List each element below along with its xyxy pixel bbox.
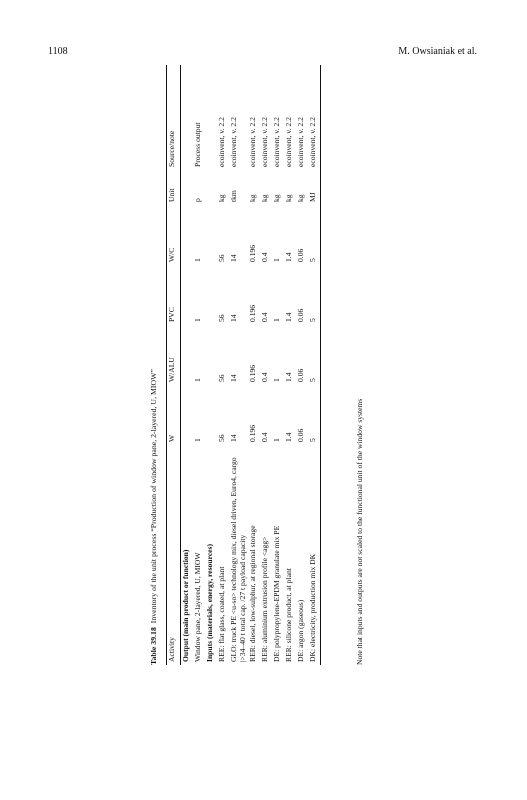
table-cell: 0.196 — [248, 424, 258, 442]
table-cell: 1 — [272, 378, 282, 382]
table-cell: 14 — [229, 314, 238, 322]
table-cell: ecoinvent, v. 2.2 — [248, 117, 258, 167]
activity-cell: RER: aluminium extrusion profile <agg> — [260, 536, 270, 662]
table-header-row — [167, 65, 181, 665]
column-header: Source/note — [167, 130, 176, 167]
table-cell: 0.4 — [260, 372, 270, 382]
table-cell — [181, 385, 194, 445]
table-caption — [150, 65, 164, 665]
activity-cell: REE: flat glass, coated, at plant — [217, 566, 226, 662]
table-cell: 0.06 — [296, 428, 306, 442]
rotated-table-block — [150, 65, 396, 665]
activity-cell: DE: argon (gaseous) — [296, 599, 306, 662]
table-row — [284, 65, 296, 665]
table-row — [217, 65, 229, 665]
table-cell: 1 — [272, 318, 282, 322]
table-cell: 14 — [229, 434, 238, 442]
table-cell: 0.196 — [248, 304, 258, 322]
table-cell: kg — [272, 194, 282, 202]
table-cell: 5 — [308, 378, 318, 382]
table-note: Note that inputs and outputs are not scaled to the functional unit of the window systems — [355, 398, 364, 665]
table-cell: ecoinvent, v. 2.2 — [217, 117, 226, 167]
table-cell: p — [193, 198, 202, 202]
table-cell — [205, 205, 217, 265]
table-cell: 1 — [193, 318, 202, 322]
table-cell: kg — [296, 194, 306, 202]
table-cell: Process output — [193, 122, 202, 167]
column-header: Unit — [167, 188, 176, 202]
table-cell: 56 — [217, 314, 226, 322]
table-cell: 0.06 — [296, 308, 306, 322]
table-cell: ecoinvent, v. 2.2 — [229, 117, 238, 167]
table-cell: 1.4 — [284, 372, 294, 382]
table-cell: ecoinvent, v. 2.2 — [260, 117, 270, 167]
table-cell — [205, 265, 217, 325]
table-cell: 1.4 — [284, 252, 294, 262]
section-row — [181, 65, 194, 665]
table-cell — [205, 65, 217, 170]
activity-cell: Inputs (materials, energy, resources) — [205, 543, 214, 662]
column-header: W — [167, 434, 176, 442]
table-cell — [181, 65, 194, 170]
table-cell: 1 — [193, 258, 202, 262]
table-cell: ecoinvent, v. 2.2 — [296, 117, 306, 167]
table-cell: MJ — [308, 192, 318, 202]
table-cell: 5 — [308, 258, 318, 262]
table-cell: tkm — [229, 190, 238, 202]
table-cell — [205, 325, 217, 385]
table-cell: kg — [248, 194, 258, 202]
table-cell: 0.4 — [260, 432, 270, 442]
table-cell: 1 — [193, 378, 202, 382]
table-cell: 0.06 — [296, 248, 306, 262]
column-header: PVC — [167, 307, 176, 322]
table-row — [272, 65, 284, 665]
table-cell: 1.4 — [284, 312, 294, 322]
activity-cell: RER: diesel, low-sulphur, at regional storage — [248, 525, 258, 662]
table-cell — [181, 205, 194, 265]
table-cell: ecoinvent, v. 2.2 — [308, 117, 318, 167]
table-cell: kg — [260, 194, 270, 202]
activity-cell: DK: electricity, production mix DK — [308, 553, 318, 662]
table-cell — [205, 170, 217, 205]
table-row — [260, 65, 272, 665]
table-cell — [181, 265, 194, 325]
table-cell: 5 — [308, 438, 318, 442]
table-row — [229, 65, 248, 665]
table-cell: 56 — [217, 374, 226, 382]
table-cell — [181, 170, 194, 205]
activity-cell: Window pane, 2-layered, U, MIOW — [193, 552, 202, 662]
table-cell: 1.4 — [284, 432, 294, 442]
table-row — [296, 65, 308, 665]
table-row — [308, 65, 321, 665]
table-cell — [205, 385, 217, 445]
table-cell: 0.4 — [260, 312, 270, 322]
table-cell: 1 — [272, 438, 282, 442]
table-caption-label: Table 39.18 — [149, 627, 158, 665]
inventory-table — [166, 65, 321, 665]
page-number: 1108 — [48, 46, 68, 57]
table-cell: 14 — [229, 374, 238, 382]
running-head: M. Owsianiak et al. — [398, 46, 477, 57]
table-cell: 1 — [272, 258, 282, 262]
section-row — [205, 65, 217, 665]
table-cell: 1 — [193, 438, 202, 442]
table-cell: ecoinvent, v. 2.2 — [284, 117, 294, 167]
table-cell: 14 — [229, 254, 238, 262]
table-cell: kg — [217, 194, 226, 202]
table-cell: 0.196 — [248, 244, 258, 262]
table-cell: 56 — [217, 434, 226, 442]
column-header: Activity — [167, 637, 176, 662]
activity-cell: RER: silicone product, at plant — [284, 568, 294, 662]
activity-cell: Output (main product or function) — [181, 549, 190, 662]
table-row — [193, 65, 205, 665]
activity-cell: DE: polypropylene-EPDM granulate mix PE — [272, 525, 282, 662]
table-cell: ecoinvent, v. 2.2 — [272, 117, 282, 167]
table-row — [248, 65, 260, 665]
activity-cell: GLO: truck PE <u-so> technology mix, diesel driven, Euro4, cargo |>34–40 t total cap. /27 t payload capacity — [229, 457, 247, 662]
table-cell: 56 — [217, 254, 226, 262]
table-cell: 5 — [308, 318, 318, 322]
table-cell: kg — [284, 194, 294, 202]
column-header: W/C — [167, 247, 176, 262]
table-cell — [181, 325, 194, 385]
table-cell: 0.06 — [296, 368, 306, 382]
table-cell: 0.4 — [260, 252, 270, 262]
table-caption-text: Inventory of the unit process “Production of window pane, 2-layered, U, MIOW” — [149, 369, 158, 624]
table-cell: 0.196 — [248, 364, 258, 382]
column-header: W/ALU — [167, 357, 176, 382]
